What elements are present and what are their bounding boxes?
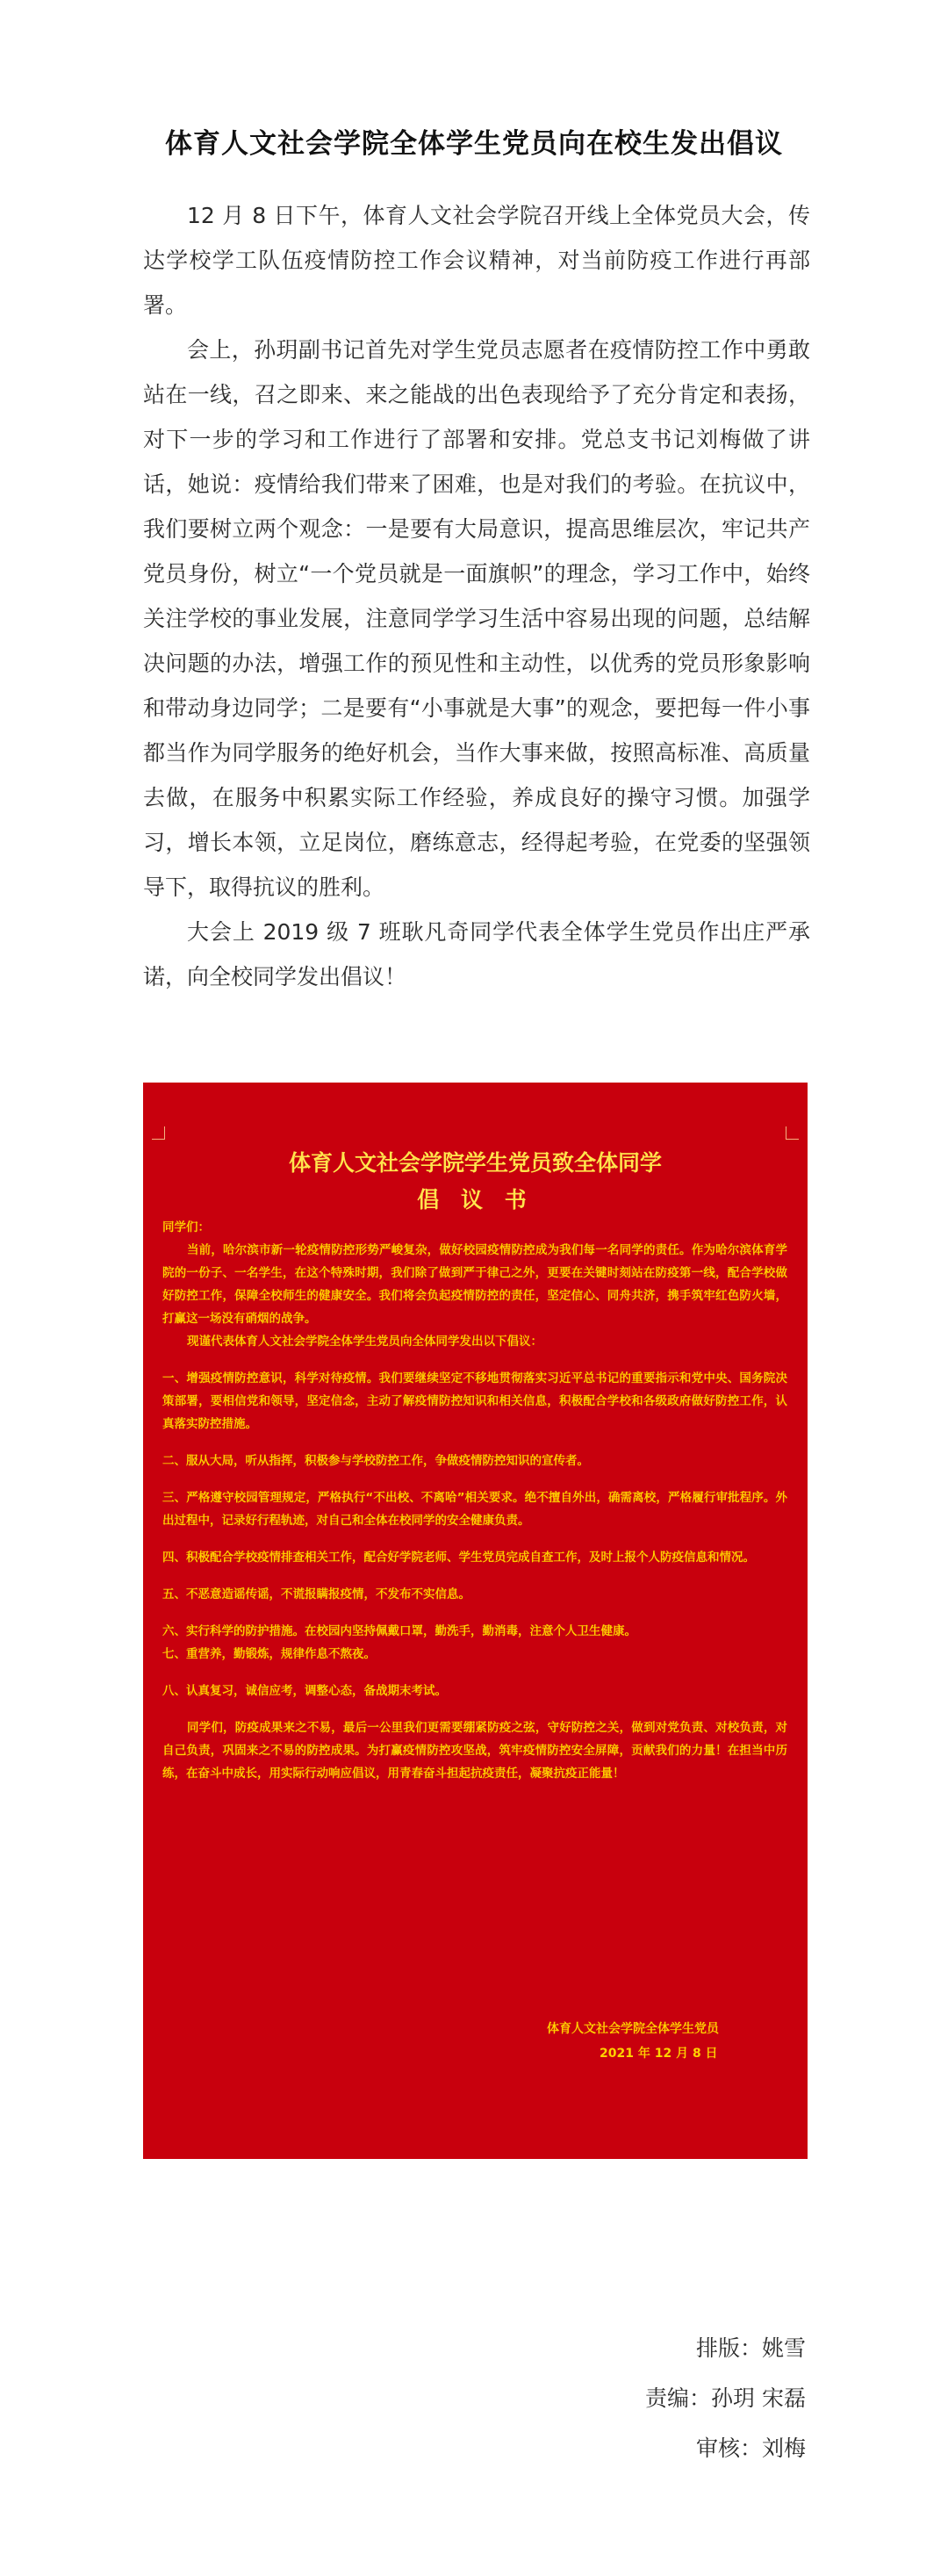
page-title: 体育人文社会学院全体学生党员向在校生发出倡议 (165, 128, 783, 160)
poster-item-6: 六、实行科学的防护措施。在校园内坚持佩戴口罩，勤洗手，勤消毒，注意个人卫生健康。 (162, 1624, 636, 1638)
poster-lead: 现谨代表体育人文社会学院全体学生党员向全体同学发出以下倡议： (187, 1335, 542, 1349)
poster-closing: 同学们，防疫成果来之不易，最后一公里我们更需要绷紧防疫之弦，守好防控之关，做到对党负责、对校负责，对自己负责，巩固来之不易的防控成果。为打赢疫情防控攻坚战，筑牢疫情防控安全屏障，贡献我们的力量！在担当中历练，在奋斗中成长，用实际行动响应倡议，用青春奋斗担起抗疫责任，凝聚抗疫正能量！ (162, 1721, 787, 1781)
credit-editor: 责编：孙玥 宋磊 (645, 2385, 806, 2411)
poster-date: 2021 年 12 月 8 日 (600, 2047, 718, 2061)
poster-intro: 当前，哈尔滨市新一轮疫情防控形势严峻复杂，做好校园疫情防控成为我们每一名同学的责任。作为哈尔滨体育学院的一份子、一名学生，在这个特殊时期，我们除了做到严于律己之外，更要在关键时刻站在防疫第一线，配合学校做好防控工作，保障全校师生的健康安全。我们将会负起疫情防控的责任，坚定信心、同舟共济，携手筑牢红色防火墙，打赢这一场没有硝烟的战争。 (162, 1243, 787, 1326)
credit-review: 审核：刘梅 (695, 2436, 806, 2461)
poster-body (162, 1216, 787, 1785)
article-paragraph-3: 大会上 2019 级 7 班耿凡奇同学代表全体学生党员作出庄严承诺，向全校同学发出倡议！ (143, 919, 810, 989)
crop-mark-top-left (152, 1126, 165, 1140)
article-body (143, 193, 810, 999)
crop-mark-top-right (786, 1126, 799, 1140)
poster-signature-block (547, 2017, 793, 2066)
poster-item-4: 四、积极配合学校疫情排查相关工作，配合好学院老师、学生党员完成自查工作，及时上报个人防疫信息和情况。 (162, 1551, 755, 1565)
proposal-poster-image (143, 1083, 808, 2159)
poster-title: 体育人文社会学院学生党员致全体同学 (288, 1150, 662, 1176)
credits (645, 2323, 806, 2473)
poster-greeting: 同学们： (162, 1220, 210, 1234)
credit-layout: 排版：姚雪 (695, 2335, 806, 2361)
poster-item-5: 五、不恶意造谣传谣，不谎报瞒报疫情，不发布不实信息。 (162, 1587, 470, 1601)
poster-item-1: 一、增强疫情防控意识，科学对待疫情。我们要继续坚定不移地贯彻落实习近平总书记的重要指示和党中央、国务院决策部署，要相信党和领导，坚定信念，主动了解疫情防控知识和相关信息，积极配合学校和各级政府做好防控工作，认真落实防控措施。 (162, 1371, 787, 1431)
article-paragraph-2: 会上，孙玥副书记首先对学生党员志愿者在疫情防控工作中勇敢站在一线，召之即来、来之能战的出色表现给予了充分肯定和表扬，对下一步的学习和工作进行了部署和安排。党总支书记刘梅做了讲话，她说：疫情给我们带来了困难，也是对我们的考验。在抗议中，我们要树立两个观念：一是要有大局意识，提高思维层次，牢记共产党员身份，树立“一个党员就是一面旗帜”的理念，学习工作中，始终关注学校的事业发展，注意同学学习生活中容易出现的问题，总结解决问题的办法，增强工作的预见性和主动性，以优秀的党员形象影响和带动身边同学；二是要有“小事就是大事”的观念，要把每一件小事都当作为同学服务的绝好机会，当作大事来做，按照高标准、高质量去做，在服务中积累实际工作经验，养成良好的操守习惯。加强学习，增长本领，立足岗位，磨练意志，经得起考验，在党委的坚强领导下，取得抗议的胜利。 (143, 337, 810, 900)
poster-signature: 体育人文社会学院全体学生党员 (547, 2022, 719, 2036)
poster-item-7: 七、重营养，勤锻炼，规律作息不熬夜。 (162, 1647, 376, 1661)
poster-item-3: 三、严格遵守校园管理规定，严格执行“不出校、不离哈”相关要求。绝不擅自外出，确需离校，严格履行审批程序。外出过程中，记录好行程轨迹，对自己和全体在校同学的安全健康负责。 (162, 1491, 787, 1528)
poster-item-2: 二、服从大局，听从指挥，积极参与学校防控工作，争做疫情防控知识的宣传者。 (162, 1454, 589, 1468)
poster-item-8: 八、认真复习，诚信应考，调整心态，备战期末考试。 (162, 1684, 447, 1698)
article-paragraph-1: 12 月 8 日下午，体育人文社会学院召开线上全体党员大会，传达学校学工队伍疫情防控工作会议精神，对当前防疫工作进行再部署。 (143, 203, 810, 318)
poster-subtitle: 倡 议 书 (417, 1187, 534, 1212)
